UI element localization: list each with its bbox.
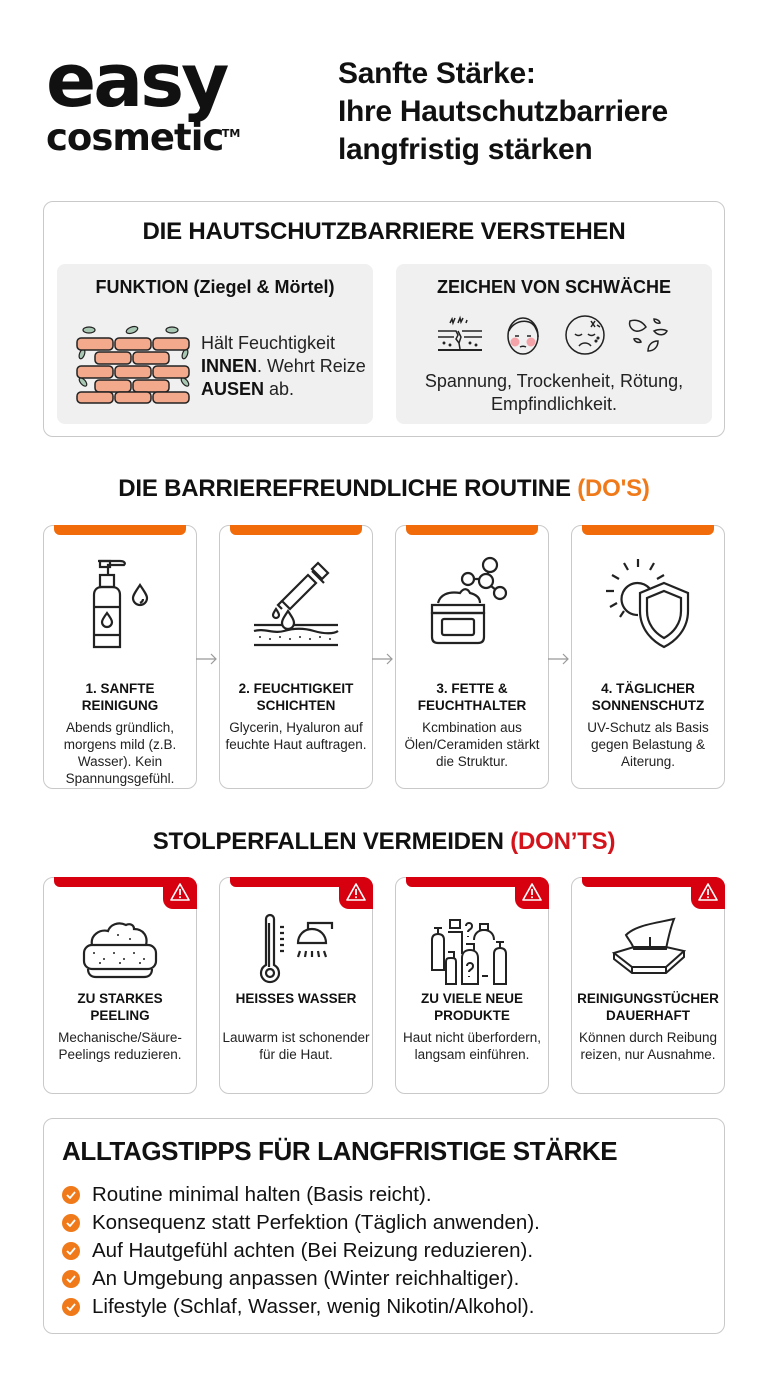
donts-section-title <box>0 828 768 856</box>
do-card-lipids <box>395 525 549 789</box>
cream-jar-molecule-icon <box>422 553 522 653</box>
tip-item <box>62 1237 540 1265</box>
arrow-right-icon <box>372 652 396 666</box>
card-icon-area <box>396 548 548 658</box>
card-accent-bar <box>54 525 186 535</box>
dont-card-wipes <box>571 877 725 1094</box>
card-icon-area <box>396 900 548 1000</box>
weakness-description: Spannung, Trockenheit, Rötung, Empfindlichkeit. <box>424 371 684 414</box>
tip-text: Konsequenz statt Perfektion (Täglich anwenden). <box>92 1211 540 1234</box>
checkmark-icon <box>62 1270 80 1288</box>
tip-text: Routine minimal halten (Basis reicht). <box>92 1183 432 1206</box>
card-icon-area <box>220 548 372 658</box>
dont-card-peeling <box>43 877 197 1094</box>
weakness-icons <box>436 313 672 357</box>
emphasis-innen: INNEN <box>201 356 258 376</box>
panel-title: ZEICHEN VON SCHWÄCHE <box>436 277 671 297</box>
warning-triangle-icon <box>346 883 366 901</box>
do-card-sunscreen <box>571 525 725 789</box>
tip-item <box>62 1209 540 1237</box>
understand-barrier-section <box>43 201 725 437</box>
pump-bottle-drop-icon <box>78 553 162 653</box>
card-accent-bar <box>582 525 714 535</box>
do-card-hydration <box>219 525 373 789</box>
donts-title-text: STOLPERFALLEN VERMEIDEN <box>152 828 504 855</box>
page-title <box>338 55 668 169</box>
warning-triangle-icon <box>522 883 542 901</box>
tip-text: Auf Hautgefühl achten (Bei Reizung reduzieren). <box>92 1239 534 1262</box>
warning-triangle-icon <box>170 883 190 901</box>
brand-logo <box>46 38 241 159</box>
text-part: . Wehrt Reize <box>257 356 366 376</box>
card-title: 2. FEUCHTIGKEIT SCHICHTEN <box>238 681 354 713</box>
logo-cosmetic <box>46 116 241 159</box>
trademark: TM <box>221 127 241 140</box>
card-description: Abends gründlich, morgens mild (z.B. Wasser). Kein Spannungsgefühl. <box>63 720 177 786</box>
card-description: Können durch Reibung reizen, nur Ausnahme. <box>578 1030 718 1062</box>
card-icon-area <box>44 548 196 658</box>
tips-list <box>62 1181 540 1321</box>
card-icon-area <box>572 548 724 658</box>
logo-cosmetic-text: cosmetic <box>46 116 224 159</box>
card-icon-area <box>572 900 724 1000</box>
warning-triangle-icon <box>698 883 718 901</box>
emphasis-ausen: AUSEN <box>201 379 265 399</box>
dont-card-hot-water <box>219 877 373 1094</box>
card-accent-bar <box>230 525 362 535</box>
checkmark-icon <box>62 1242 80 1260</box>
header <box>0 0 768 190</box>
wet-wipes-icon <box>600 915 696 985</box>
sad-face-icon <box>561 313 609 357</box>
tip-item <box>62 1293 540 1321</box>
dos-title-accent: (DO'S) <box>577 475 650 502</box>
card-description: Mechanische/Säure-Peelings reduzieren. <box>58 1030 182 1062</box>
card-description: UV-Schutz als Basis gegen Belastung & Aiterung. <box>587 720 709 769</box>
tip-text: Lifestyle (Schlaf, Wasser, wenig Nikotin/Alkohol). <box>92 1295 535 1318</box>
dont-card-too-many-products <box>395 877 549 1094</box>
card-title: 4. TÄGLICHER SONNENSCHUTZ <box>591 681 705 713</box>
text-part: Hält Feuchtigkeit <box>201 333 336 353</box>
donts-title-accent: (DON’TS) <box>510 828 616 855</box>
brick-wall-icon <box>75 324 191 404</box>
card-title: HEISSES WASSER <box>235 991 357 1006</box>
weakness-panel <box>396 264 712 424</box>
function-description <box>201 332 373 401</box>
tip-text: An Umgebung anpassen (Winter reichhaltiger). <box>92 1267 520 1290</box>
tips-title: ALLTAGSTIPPS FÜR LANGFRISTIGE STÄRKE <box>62 1136 618 1166</box>
section-title: DIE HAUTSCHUTZBARRIERE VERSTEHEN <box>142 218 626 245</box>
card-icon-area <box>220 900 372 1000</box>
scrub-sponge-icon <box>78 915 162 985</box>
card-icon-area <box>44 900 196 1000</box>
do-card-cleansing <box>43 525 197 789</box>
dropper-skin-icon <box>246 553 346 653</box>
card-description: Glycerin, Hyaluron auf feuchte Haut auftragen. <box>225 720 367 752</box>
flaking-skin-icon <box>624 313 672 357</box>
panel-title: FUNKTION (Ziegel & Mörtel) <box>95 277 335 297</box>
text-part: ab. <box>264 379 295 399</box>
checkmark-icon <box>62 1186 80 1204</box>
card-description: Haut nicht überfordern, langsam einführen. <box>402 1030 542 1062</box>
thermometer-shower-icon <box>254 913 338 987</box>
dos-section-title <box>0 475 768 503</box>
tip-item <box>62 1181 540 1209</box>
card-title: ZU STARKES PEELING <box>77 991 163 1023</box>
card-description: Kcmbination aus Ölen/Ceramiden stärkt die Struktur. <box>404 720 540 769</box>
function-panel <box>57 264 373 424</box>
card-title: 1. SANFTE REINIGUNG <box>81 681 159 713</box>
headline-line-3: langfristig stärken <box>338 133 593 166</box>
headline-line-2: Ihre Hautschutzbarriere <box>338 95 668 128</box>
daily-tips-section <box>43 1118 725 1334</box>
logo-easy: easy <box>46 38 227 124</box>
cracked-skin-icon <box>436 313 484 357</box>
dos-title-text: DIE BARRIEREFREUNDLICHE ROUTINE <box>118 475 571 502</box>
headline-line-1: Sanfte Stärke: <box>338 57 536 90</box>
card-description: Lauwarm ist schonender für die Haut. <box>222 1030 370 1062</box>
card-title: 3. FETTE & FEUCHTHALTER <box>417 681 527 713</box>
card-accent-bar <box>406 525 538 535</box>
red-cheeks-face-icon <box>499 313 547 357</box>
arrow-right-icon <box>196 652 220 666</box>
checkmark-icon <box>62 1298 80 1316</box>
card-title: ZU VIELE NEUE PRODUKTE <box>420 991 523 1023</box>
many-bottles-question-icon <box>424 912 520 988</box>
checkmark-icon <box>62 1214 80 1232</box>
card-title: REINIGUNGSTÜCHER DAUERHAFT <box>577 991 719 1023</box>
arrow-right-icon <box>548 652 572 666</box>
tip-item <box>62 1265 540 1293</box>
sun-shield-icon <box>598 553 698 653</box>
